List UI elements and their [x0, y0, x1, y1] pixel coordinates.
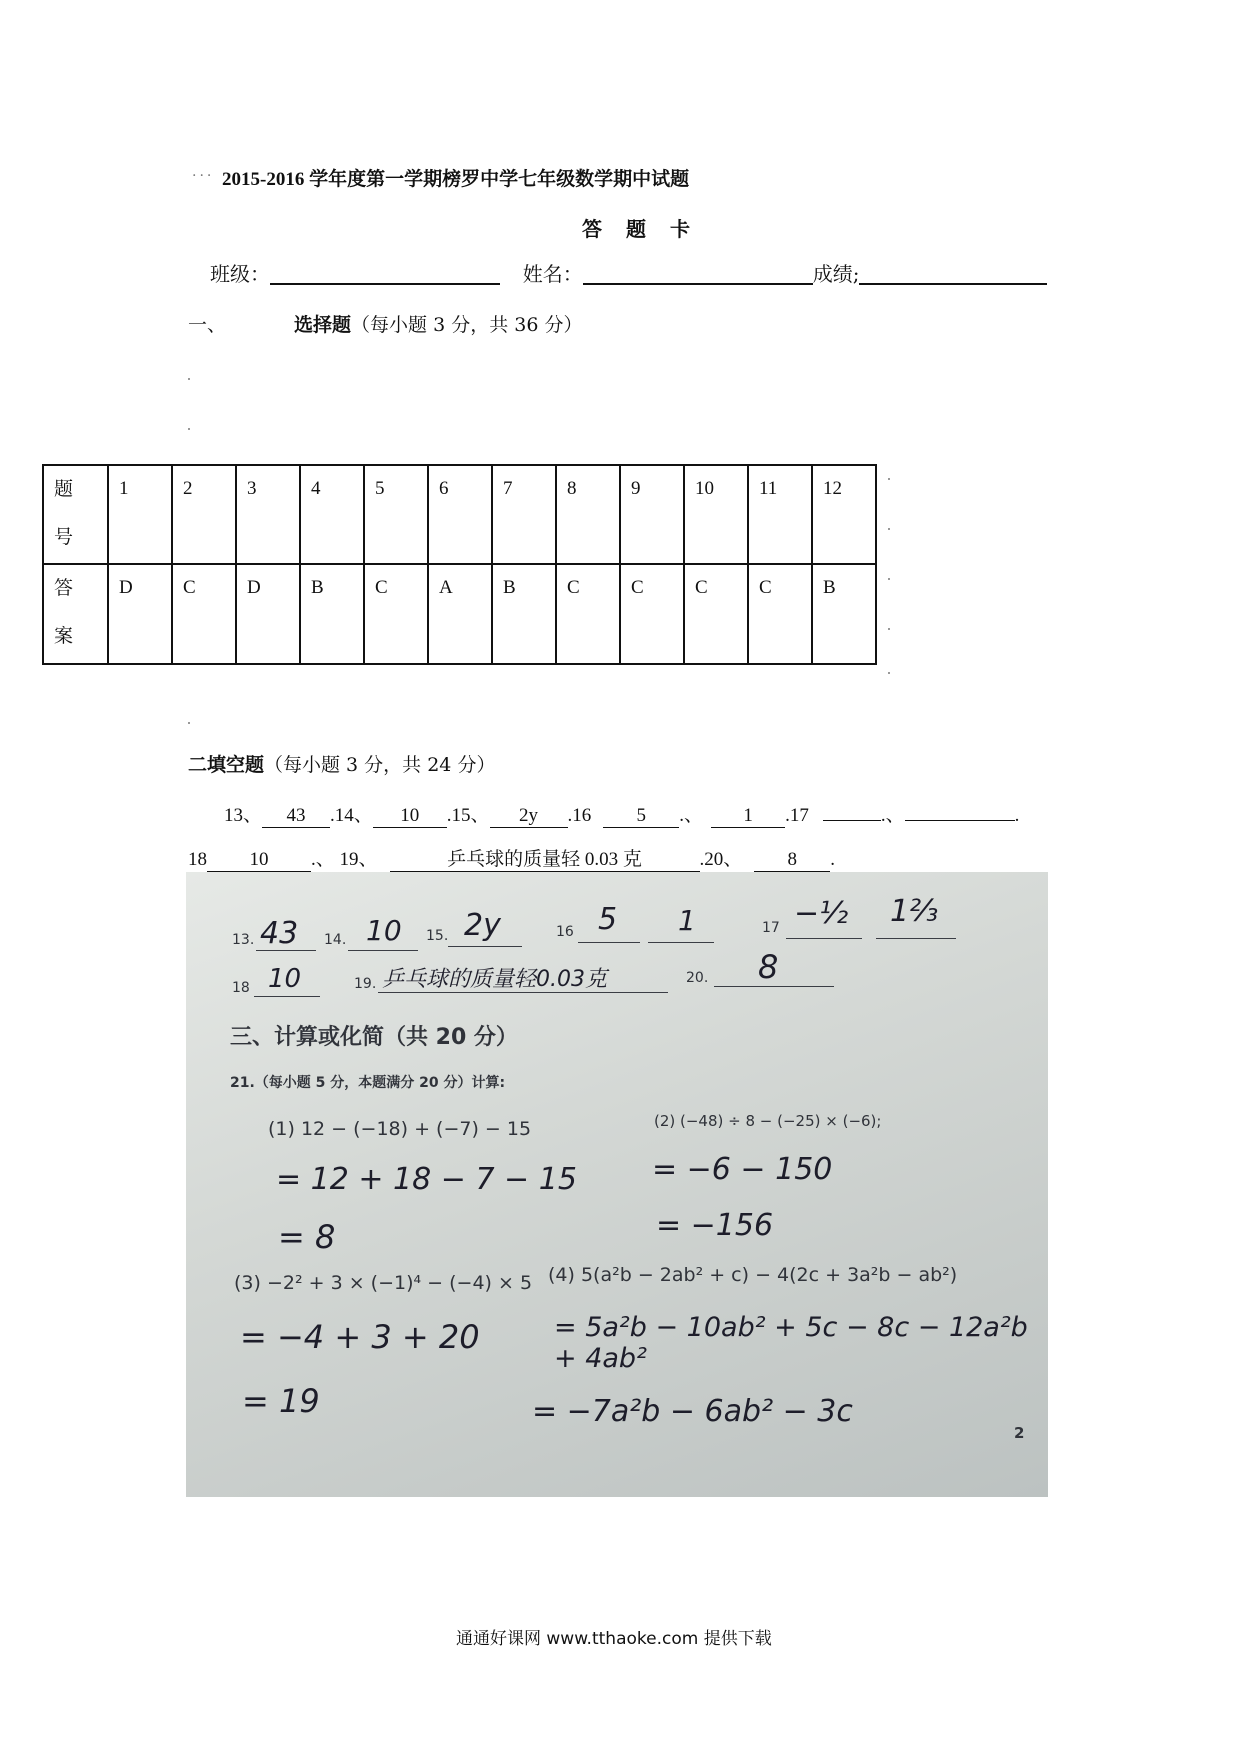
photo-p1: (1) 12 − (−18) + (−7) − 15	[268, 1118, 532, 1140]
answer-cell: C	[684, 564, 748, 664]
section1-note: （每小题 3 分，共 36 分）	[351, 314, 583, 336]
photo-h16a: 5	[598, 902, 618, 937]
q13-label: 13、	[224, 805, 263, 826]
section2-note: （每小题 3 分，共 24 分）	[264, 754, 496, 776]
number-cell: 2	[172, 465, 236, 564]
footer-text: 通通好课网 www.tthaoke.com 提供下载	[456, 1629, 772, 1649]
answer-15: 2y	[490, 805, 568, 828]
section1-heading	[188, 310, 582, 337]
answer-card-subtitle: 答题卡	[582, 217, 714, 241]
photo-p1s1: = 12 + 18 − 7 − 15	[276, 1162, 577, 1197]
class-field[interactable]	[270, 261, 500, 285]
answer-cell: C	[172, 564, 236, 664]
section2-heading	[188, 750, 495, 777]
photo-page-number: 2	[1014, 1424, 1025, 1442]
score-label: 成绩;	[812, 262, 860, 286]
q15-label: .15、	[446, 805, 490, 826]
row-end: .	[1014, 805, 1020, 826]
photo-q13: 13.	[232, 932, 255, 948]
q20-label: .20、	[699, 849, 743, 870]
photo-h18: 10	[268, 964, 302, 994]
answer-17b	[905, 820, 1015, 821]
student-info-row	[210, 258, 1047, 287]
number-cell: 10	[684, 465, 748, 564]
photo-h19: 乒乓球的质量轻0.03克	[382, 967, 607, 992]
photo-q21: 21.（每小题 5 分，本题满分 20 分）计算:	[230, 1075, 506, 1091]
photo-p2s1: = −6 − 150	[652, 1152, 833, 1187]
q14-label: .14、	[330, 805, 373, 826]
photo-p4s2: = −7a²b − 6ab² − 3c	[532, 1394, 853, 1429]
row-header-answers: 答 案	[43, 564, 108, 664]
answer-cell: B	[492, 564, 556, 664]
number-cell: 7	[492, 465, 556, 564]
answer-cell: C	[556, 564, 620, 664]
section2-title: 二填空题	[188, 754, 265, 776]
name-label: 姓名：	[522, 262, 583, 286]
photo-q14: 14.	[324, 932, 347, 948]
photo-h17b: 1⅔	[890, 894, 939, 929]
table-row-numbers	[43, 465, 876, 564]
q16-label: .16	[567, 805, 592, 826]
number-cell: 12	[812, 465, 876, 564]
section1-number: 一、	[188, 314, 227, 336]
answer-cell: C	[620, 564, 684, 664]
answer-18: 10	[207, 849, 311, 872]
photo-p2s2: = −156	[656, 1208, 774, 1243]
photo-q17: 17	[762, 920, 780, 936]
q17-separator: .、	[880, 805, 905, 826]
title-dots: ...	[192, 164, 215, 180]
number-cell: 5	[364, 465, 428, 564]
photo-section3-heading: 三、计算或化简（共 20 分）	[230, 1025, 518, 1050]
number-cell: 6	[428, 465, 492, 564]
photo-p1s2: = 8	[278, 1218, 336, 1256]
number-cell: 11	[748, 465, 812, 564]
section1-title: 选择题	[294, 314, 352, 336]
photo-q20: 20.	[686, 970, 709, 986]
answer-20: 8	[754, 849, 830, 872]
photo-h15: 2y	[464, 908, 501, 943]
answer-cell: B	[812, 564, 876, 664]
name-field[interactable]	[583, 261, 813, 285]
number-cell: 1	[108, 465, 172, 564]
row-header-numbers: 题 号	[43, 465, 108, 564]
answer-17a	[823, 820, 881, 821]
answer-cell: D	[236, 564, 300, 664]
photo-h17a: −½	[794, 896, 849, 931]
q16-separator: .、	[679, 805, 704, 826]
answer-16b: 1	[711, 805, 785, 828]
number-cell: 3	[236, 465, 300, 564]
answer-13: 43	[262, 805, 330, 828]
answer-cell: C	[364, 564, 428, 664]
photo-h14: 10	[366, 914, 402, 947]
row-end: .	[830, 849, 836, 870]
page-title: 2015-2016 学年度第一学期榜罗中学七年级数学期中试题	[222, 169, 690, 190]
photo-h13: 43	[260, 916, 299, 951]
answer-cell: B	[300, 564, 364, 664]
photo-q15: 15.	[426, 928, 449, 944]
fill-row-2	[188, 844, 835, 872]
number-cell: 8	[556, 465, 620, 564]
answer-cell: D	[108, 564, 172, 664]
photo-p3s2: = 19	[242, 1382, 320, 1420]
photo-p4s1: = 5a²b − 10ab² + 5c − 8c − 12a²b + 4ab²	[554, 1312, 1028, 1374]
photo-q18: 18	[232, 980, 250, 996]
class-label: 班级：	[210, 262, 270, 286]
q17-label: .17	[785, 805, 809, 826]
table-row-answers	[43, 564, 876, 664]
photo-p2: (2) (−48) ÷ 8 − (−25) × (−6);	[654, 1112, 882, 1130]
fill-row-1	[224, 800, 1019, 828]
answer-cell: C	[748, 564, 812, 664]
photo-q16: 16	[556, 924, 574, 940]
q18-label: 18	[188, 849, 207, 870]
number-cell: 4	[300, 465, 364, 564]
number-cell: 9	[620, 465, 684, 564]
photo-q19: 19.	[354, 976, 377, 992]
answer-16a: 5	[603, 805, 679, 828]
photo-p3s1: = −4 + 3 + 20	[240, 1318, 480, 1356]
photo-p4: (4) 5(a²b − 2ab² + c) − 4(2c + 3a²b − ab²)	[548, 1264, 958, 1286]
answer-14: 10	[373, 805, 447, 828]
answer-19: 乒乓球的质量轻 0.03 克	[390, 844, 700, 872]
q19-label: .、 19、	[311, 849, 378, 870]
photo-h16b: 1	[678, 904, 696, 937]
score-field[interactable]	[859, 261, 1047, 285]
photo-p3: (3) −2² + 3 × (−1)⁴ − (−4) × 5	[234, 1272, 533, 1294]
answer-sheet-photo	[186, 872, 1048, 1497]
answer-table	[42, 464, 877, 665]
photo-h20: 8	[758, 948, 779, 986]
answer-cell: A	[428, 564, 492, 664]
